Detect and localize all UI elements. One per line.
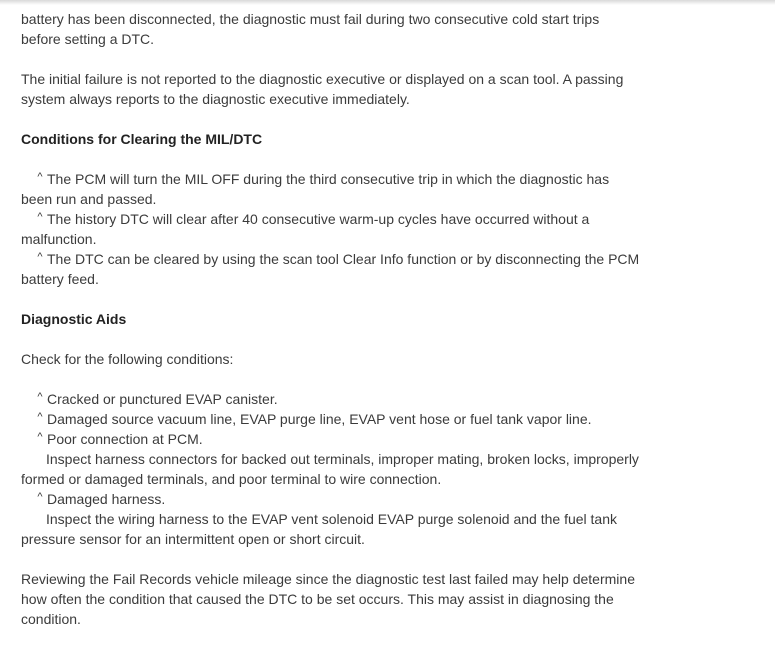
list-item-continuation: pressure sensor for an intermittent open or short circuit.: [21, 531, 365, 547]
check-intro: Check for the following conditions:: [21, 351, 234, 367]
fail-records-paragraph: [21, 569, 671, 629]
list-item-continuation: formed or damaged terminals, and poor terminal to wire connection.: [21, 471, 442, 487]
list-item-continuation: battery feed.: [21, 271, 99, 287]
list-item-continuation: been run and passed.: [21, 191, 157, 207]
paragraph-line: condition.: [21, 611, 81, 627]
document-body: [21, 9, 671, 629]
caret-bullet-icon: ^: [37, 491, 43, 503]
paragraph-line: battery has been disconnected, the diagnostic must fail during two consecutive cold start trips: [21, 11, 600, 27]
list-item: ^ Poor connection at PCM.: [21, 429, 671, 449]
list-item: ^ The PCM will turn the MIL OFF during the third consecutive trip in which the diagnostic has: [21, 169, 671, 189]
list-item: ^ The DTC can be cleared by using the scan tool Clear Info function or by disconnecting the PCM: [21, 249, 671, 269]
caret-bullet-icon: ^: [37, 211, 43, 223]
list-item: ^ Cracked or punctured EVAP canister.: [21, 389, 671, 409]
scroll-shadow: [0, 0, 775, 5]
caret-bullet-icon: ^: [37, 431, 43, 443]
heading-diagnostic-aids: Diagnostic Aids: [21, 311, 127, 327]
paragraph-line: system always reports to the diagnostic executive immediately.: [21, 91, 410, 107]
list-item: ^ The history DTC will clear after 40 consecutive warm-up cycles have occurred without a: [21, 209, 671, 229]
heading-clearing-conditions: Conditions for Clearing the MIL/DTC: [21, 131, 263, 147]
list-item-continuation: malfunction.: [21, 231, 97, 247]
caret-bullet-icon: ^: [37, 251, 43, 263]
paragraph-line: how often the condition that caused the DTC to be set occurs. This may assist in diagnosing the: [21, 591, 614, 607]
list-item-note: Inspect harness connectors for backed out terminals, improper mating, broken locks, improperly: [46, 451, 639, 467]
intro-paragraph: [21, 9, 671, 49]
initial-failure-paragraph: [21, 69, 671, 109]
caret-bullet-icon: ^: [37, 391, 43, 403]
caret-bullet-icon: ^: [37, 411, 43, 423]
clearing-list: [21, 169, 671, 289]
paragraph-line: before setting a DTC.: [21, 31, 155, 47]
list-item: ^ Damaged harness.: [21, 489, 671, 509]
aids-list: [21, 389, 671, 549]
list-item-note: Inspect the wiring harness to the EVAP vent solenoid EVAP purge solenoid and the fuel tank: [46, 511, 617, 527]
paragraph-line: The initial failure is not reported to the diagnostic executive or displayed on a scan tool. A passing: [21, 71, 624, 87]
paragraph-line: Reviewing the Fail Records vehicle mileage since the diagnostic test last failed may help determine: [21, 571, 635, 587]
caret-bullet-icon: ^: [37, 171, 43, 183]
list-item: ^ Damaged source vacuum line, EVAP purge line, EVAP vent hose or fuel tank vapor line.: [21, 409, 671, 429]
